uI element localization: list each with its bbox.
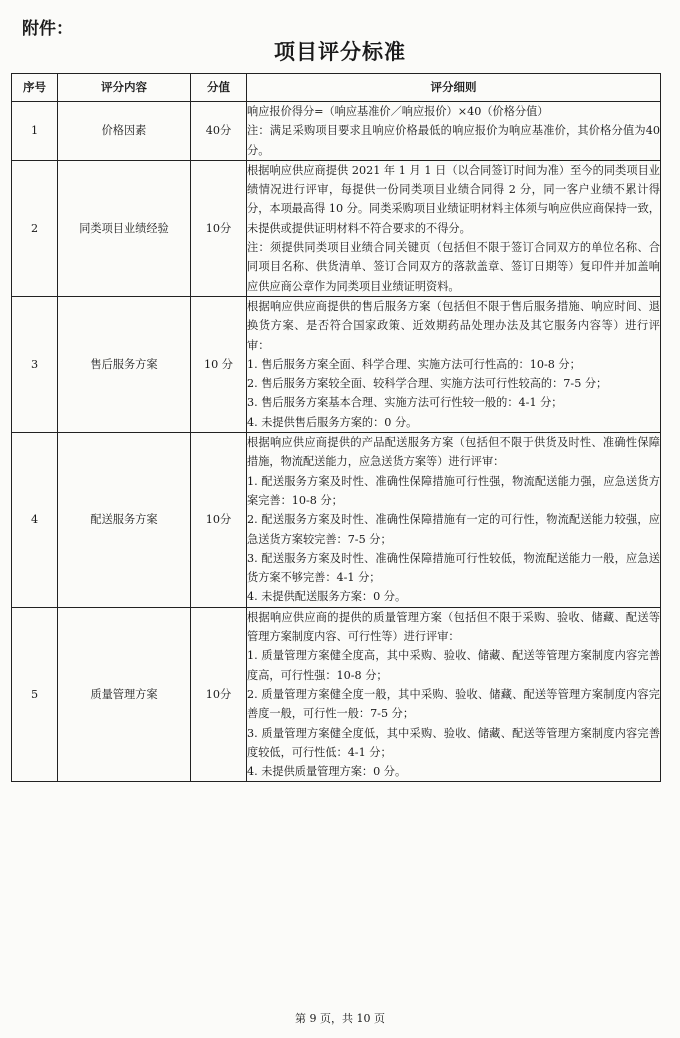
- detail-line: 2. 质量管理方案健全度一般，其中采购、验收、储藏、配送等管理方案制度内容完善度一般，可行性一般：7-5 分；: [247, 687, 660, 721]
- detail-line: 3. 配送服务方案及时性、准确性保障措施可行性较低，物流配送能力一般，应急送货方案不够完善：4-1 分；: [247, 551, 660, 585]
- detail-line: 根据响应供应商的提供的质量管理方案（包括但不限于采购、验收、储藏、配送等管理方案制度内容、可行性等）进行评审：: [247, 610, 660, 644]
- detail-line: 1. 配送服务方案及时性、准确性保障措施可行性强，物流配送能力强，应急送货方案完善：10-8 分；: [247, 474, 660, 507]
- detail-line: 根据响应供应商提供 2021 年 1 月 1 日（以合同签订时间为准）至今的同类项目业绩情况进行评审，每提供一份同类项目业绩合同得 2 分，同一客户业绩不累计得分，本项最高得 10 分。同类采购项目业绩证明材料主体须与响应供应商保持一致，未提供或提供证明材料不符合要求的不得分。: [247, 163, 660, 235]
- detail-line: 3. 质量管理方案健全度低，其中采购、验收、储藏、配送等管理方案制度内容完善度较低，可行性低：4-1 分；: [247, 726, 660, 759]
- row-item: 质量管理方案: [58, 607, 191, 782]
- detail-line: 1. 质量管理方案健全度高，其中采购、验收、储藏、配送等管理方案制度内容完善度高，可行性强：10-8 分；: [247, 649, 660, 682]
- row-item: 同类项目业绩经验: [58, 160, 191, 296]
- page-number: 第 9 页，共 10 页: [295, 1012, 385, 1025]
- page-title: 项目评分标准: [274, 40, 406, 64]
- row-details: [247, 160, 661, 296]
- detail-line: 4. 未提供质量管理方案：0 分。: [247, 765, 407, 779]
- table-row: [12, 102, 661, 161]
- row-details: [247, 296, 661, 432]
- detail-line: 根据响应供应商提供的售后服务方案（包括但不限于售后服务措施、响应时间、退换货方案、是否符合国家政策、近效期药品处理办法及其它服务内容等）进行评审：: [247, 299, 660, 352]
- detail-line: 根据响应供应商提供的产品配送服务方案（包括但不限于供货及时性、准确性保障措施，物流配送能力，应急送货方案等）进行评审：: [247, 436, 660, 469]
- row-no: 1: [12, 102, 58, 161]
- column-header-details: 评分细则: [247, 74, 661, 102]
- row-no: 4: [12, 433, 58, 608]
- detail-line: 4. 未提供配送服务方案：0 分。: [247, 590, 407, 604]
- detail-line: 响应报价得分=（响应基准价／响应报价）×40（价格分值）: [247, 105, 549, 118]
- detail-line: 2. 售后服务方案较全面、较科学合理、实施方法可行性较高的：7-5 分；: [247, 377, 608, 391]
- column-header-no: 序号: [12, 74, 58, 102]
- scoring-table: [11, 73, 661, 782]
- column-header-score: 分值: [191, 74, 247, 102]
- row-score: 10分: [191, 433, 247, 608]
- row-score: 10 分: [191, 296, 247, 432]
- row-details: [247, 433, 661, 608]
- row-no: 2: [12, 160, 58, 296]
- row-score: 10分: [191, 160, 247, 296]
- table-row: [12, 433, 661, 608]
- row-no: 5: [12, 607, 58, 782]
- detail-line: 4. 未提供售后服务方案的：0 分。: [247, 415, 418, 429]
- detail-line: 注：须提供同类项目业绩合同关键页（包括但不限于签订合同双方的单位名称、合同项目名称、供货清单、签订合同双方的落款盖章、签订日期等）复印件并加盖响应供应商公章作为同类项目业绩证明资料。: [247, 241, 660, 293]
- detail-line: 2. 配送服务方案及时性、准确性保障措施有一定的可行性，物流配送能力较强，应急送货方案较完善：7-5 分；: [247, 513, 660, 546]
- table-row: [12, 160, 661, 296]
- detail-line: 1. 售后服务方案全面、科学合理、实施方法可行性高的：10-8 分；: [247, 357, 581, 371]
- row-score: 40分: [191, 102, 247, 161]
- row-details: [247, 607, 661, 782]
- row-no: 3: [12, 296, 58, 432]
- table-row: [12, 607, 661, 782]
- row-item: 价格因素: [58, 102, 191, 161]
- row-details: [247, 102, 661, 161]
- detail-line: 注：满足采购项目要求且响应价格最低的响应报价为响应基准价，其价格分值为40分。: [247, 124, 660, 157]
- table-header-row: [12, 74, 661, 102]
- row-item: 配送服务方案: [58, 433, 191, 608]
- attachment-label: 附件：: [22, 19, 73, 39]
- detail-line: 3. 售后服务方案基本合理、实施方法可行性较一般的：4-1 分；: [247, 396, 563, 410]
- column-header-item: 评分内容: [58, 74, 191, 102]
- table-row: [12, 296, 661, 432]
- row-score: 10分: [191, 607, 247, 782]
- row-item: 售后服务方案: [58, 296, 191, 432]
